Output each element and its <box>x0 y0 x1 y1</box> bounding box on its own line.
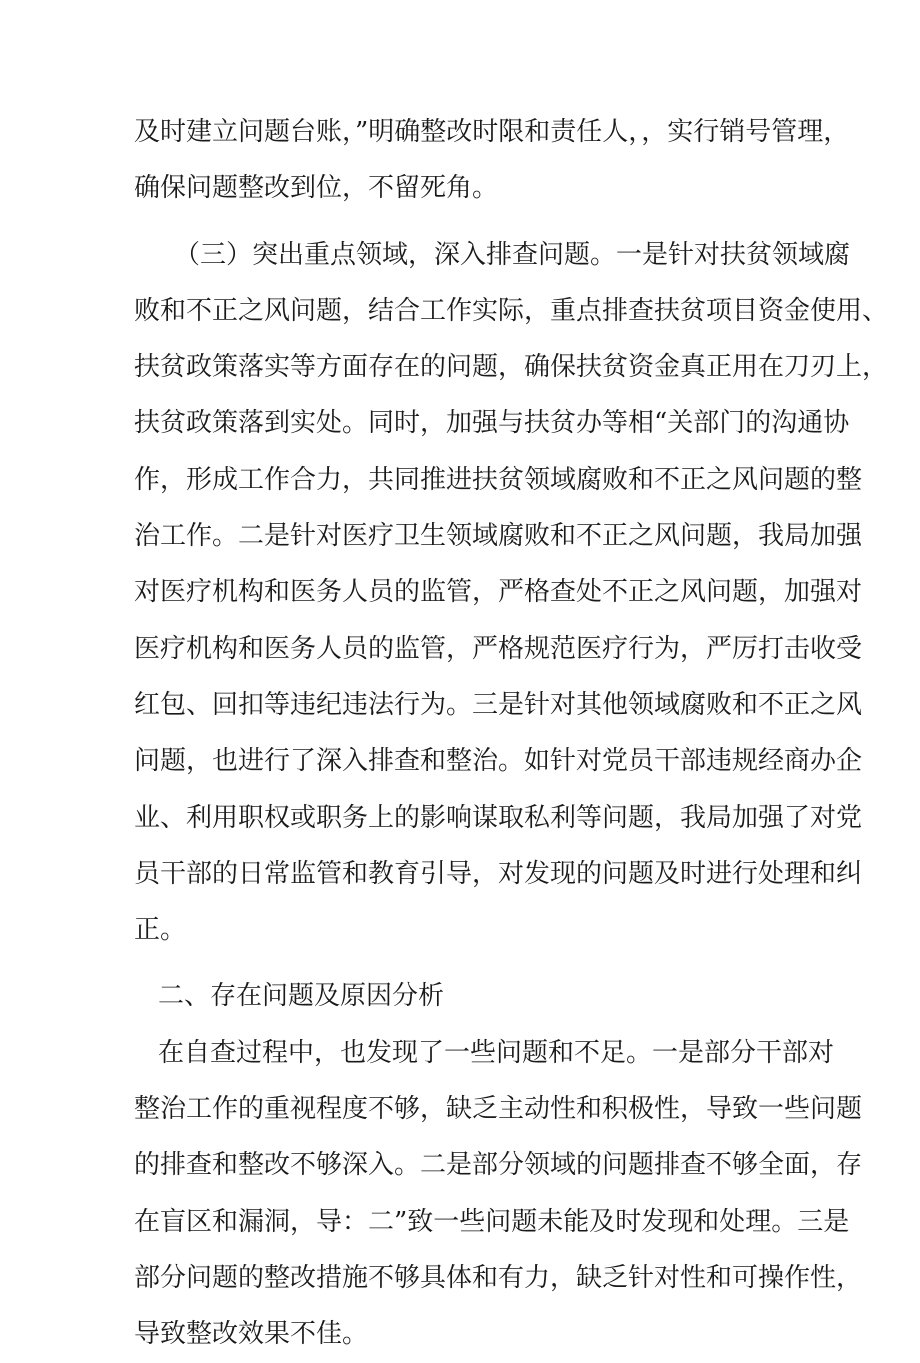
text-line: 红包、回扣等违纪违法行为。三是针对其他领域腐败和不正之风 <box>134 689 863 720</box>
text-line: 员干部的日常监管和教育引导，对发现的问题及时进行处理和纠 <box>134 858 863 889</box>
text-line: （三）突出重点领域，深入排查问题。一是针对扶贫领域腐 <box>174 239 851 270</box>
text-line: 败和不正之风问题，结合工作实际，重点排查扶贫项目资金使用、 <box>134 295 889 326</box>
text-line: 在盲区和漏洞，导：二”致一些问题未能及时发现和处理。三是 <box>134 1206 850 1237</box>
text-line: 对医疗机构和医务人员的监管，严格查处不正之风问题，加强对 <box>134 577 863 608</box>
text-line: 治工作。二是针对医疗卫生领域腐败和不正之风问题，我局加强 <box>134 521 863 552</box>
text-line: 问题，也进行了深入排查和整治。如针对党员干部违规经商办企 <box>134 746 863 777</box>
document-body <box>134 104 889 1363</box>
text-line: 确保问题整改到位，不留死角。 <box>134 173 499 204</box>
paragraph-problems <box>134 1025 863 1363</box>
section-heading: 二、存在问题及原因分析 <box>158 981 445 1012</box>
paragraph-rectification-ledger <box>134 104 850 217</box>
text-line: 整治工作的重视程度不够，缺乏主动性和积极性，导致一些问题 <box>134 1094 863 1125</box>
paragraph-key-areas <box>134 227 889 959</box>
paragraph-spacer <box>134 958 806 968</box>
text-line: 在自查过程中，也发现了一些问题和不足。一是部分干部对 <box>158 1037 835 1068</box>
paragraph-spacer <box>134 217 806 227</box>
text-line: 正。 <box>134 915 187 946</box>
text-line: 部分问题的整改措施不够具体和有力，缺乏针对性和可操作性， <box>134 1262 863 1293</box>
text-line: 的排查和整改不够深入。二是部分领域的问题排查不够全面，存 <box>134 1150 863 1181</box>
text-line: 导致整改效果不佳。 <box>134 1319 369 1350</box>
text-line: 业、利用职权或职务上的影响谋取私利等问题，我局加强了对党 <box>134 802 863 833</box>
text-line: 医疗机构和医务人员的监管，严格规范医疗行为，严厉打击收受 <box>134 633 863 664</box>
text-line: 作，形成工作合力，共同推进扶贫领域腐败和不正之风问题的整 <box>134 464 863 495</box>
text-line: 及时建立问题台账，”明确整改时限和责任人，，实行销号管理， <box>134 117 850 147</box>
text-line: 扶贫政策落到实处。同时，加强与扶贫办等相“关部门的沟通协 <box>134 408 850 439</box>
text-line: 扶贫政策落实等方面存在的问题，确保扶贫资金真正用在刀刃上， <box>134 352 889 383</box>
